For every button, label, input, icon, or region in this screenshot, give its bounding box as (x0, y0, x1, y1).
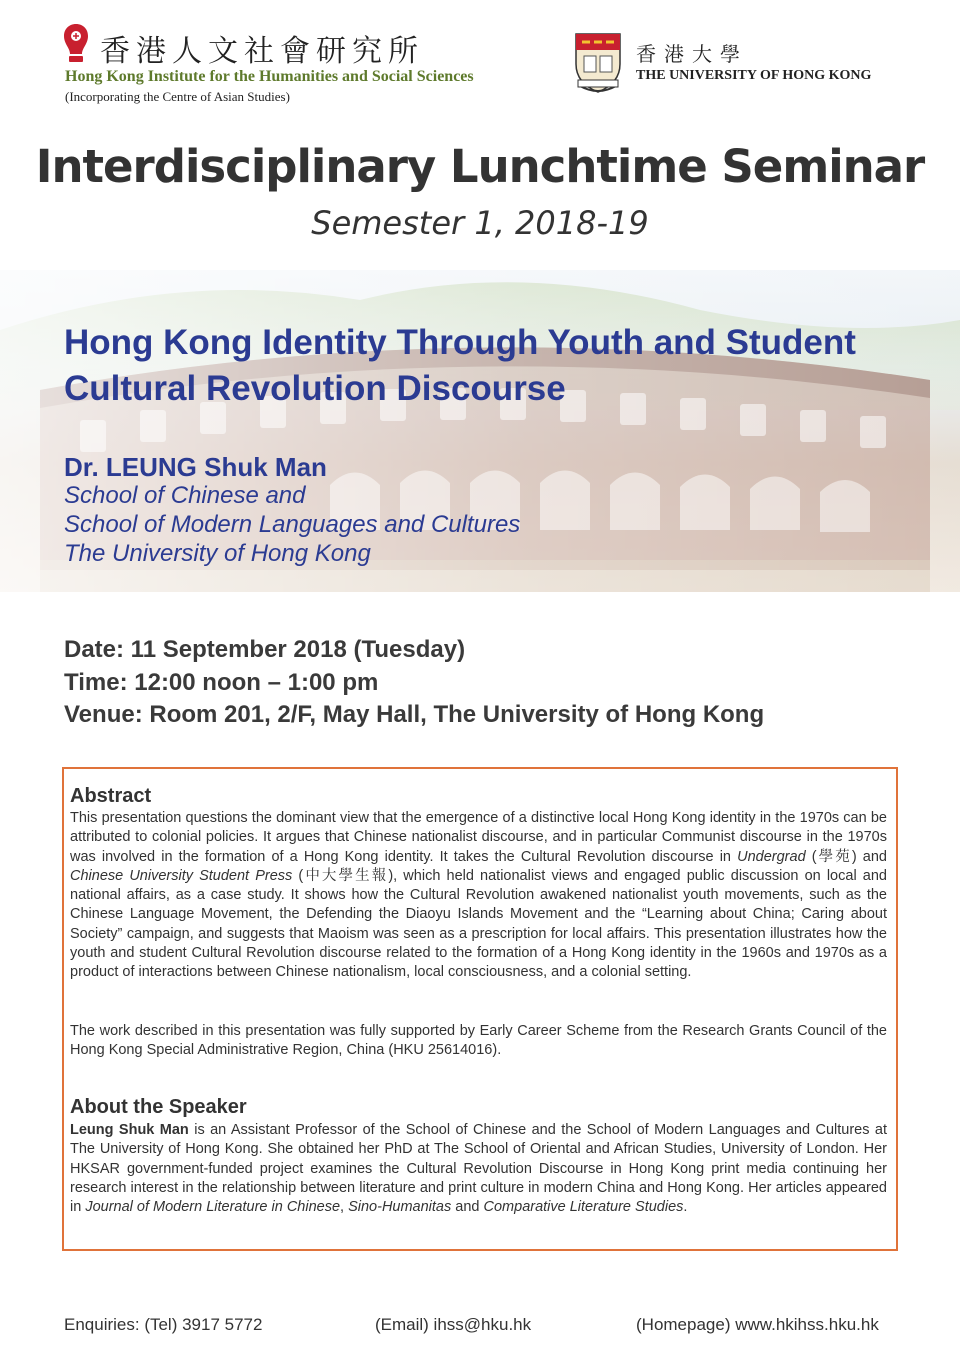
speaker-bio-text: , (340, 1199, 349, 1216)
hku-chinese-name: 香港大學 (636, 42, 748, 66)
hku-logo (572, 30, 912, 100)
event-time: Time: 12:00 noon – 1:00 pm (64, 669, 379, 696)
speaker-bio-text: . (683, 1199, 688, 1216)
banner (0, 270, 960, 592)
abstract-text: This presentation questions the dominant view that the emergence of a distinctive local Hong Kong identity in the 1970s can be attributed to colonial policies. It argues that Chinese nationalist discourse, and in particular Communist discourse in the 1970s was involved in the formation of a Hong Kong identity. It takes the Cultural Revolution discourse in (70, 810, 887, 865)
abstract-text: (學苑) and (805, 848, 887, 865)
ihss-english-name: Hong Kong Institute for the Humanities and Social Sciences (65, 68, 474, 85)
journal-title: Journal of Modern Literature in Chinese (85, 1199, 341, 1216)
series-title: Interdisciplinary Lunchtime Seminar (35, 140, 925, 193)
event-date: Date: 11 September 2018 (Tuesday) (64, 636, 466, 663)
speaker-affiliation-line: School of Chinese and (64, 482, 306, 509)
speaker-bio-name: Leung Shuk Man (70, 1122, 189, 1138)
abstract-text: (中大學生報), which held nationalist views and engaged public discussion on local and national affairs, as a case study. It shows how the Cultural Revolution awakened nationalist youth movements, such as the Chinese Language Movement, the Defending the Diaoyu Islands Movement and the “Learning about China; Caring about Society” campaign, and suggests that Maoism was seen as a prescription for local affairs. This presentation illustrates how the youth and student Cultural Revolution discourse related to the formation of a Hong Kong identity in the 1960s and 1970s as a product of interactions between Chinese nationalism, local consciousness, and a colonial setting. (70, 867, 887, 981)
homepage-link[interactable]: (Homepage) www.hkihss.hku.hk (636, 1315, 879, 1334)
ihss-logo (60, 22, 580, 112)
journal-title: Sino-Humanitas (348, 1199, 452, 1216)
speaker-affiliation-line: The University of Hong Kong (64, 540, 371, 567)
ihss-chinese-name: 香港人文社會研究所 (100, 34, 424, 69)
abstract-box (62, 767, 898, 1251)
publication-title: Undergrad (737, 848, 806, 865)
ihss-subtitle: (Incorporating the Centre of Asian Studies) (65, 89, 290, 104)
ihss-seal-icon (60, 22, 92, 64)
event-venue: Venue: Room 201, 2/F, May Hall, The University of Hong Kong (64, 701, 765, 728)
hku-crest-icon (572, 30, 624, 94)
about-speaker-heading: About the Speaker (70, 1096, 247, 1118)
abstract-paragraph (70, 809, 887, 983)
speaker-bio-paragraph (70, 1121, 887, 1217)
publication-title: Chinese University Student Press (70, 867, 293, 884)
journal-title: Comparative Literature Studies (483, 1199, 684, 1216)
speaker-affiliation-line: School of Modern Languages and Cultures (64, 511, 521, 538)
speaker-bio-text: is an Assistant Professor of the School of Chinese and the School of Modern Languages and Cultures at The University of Hong Kong. She obtained her PhD at The School of Oriental and African Studies, University of London. Her HKSAR government-funded project examines the Cultural Revolution Discourse in Hong Kong print media continuing her research interest in the relationship between literature and print culture in modern China and Hong Kong. Her articles appeared in (70, 1122, 887, 1216)
talk-title: Hong Kong Identity Through Youth and Student Cultural Revolution Discourse (64, 323, 856, 408)
semester-label: Semester 1, 2018-19 (311, 204, 649, 242)
funding-paragraph: The work described in this presentation was fully supported by Early Career Scheme from the Research Grants Council of the Hong Kong Special Administrative Region, China (HKU 25614016). (70, 1023, 887, 1059)
enquiries-email[interactable]: (Email) ihss@hku.hk (375, 1315, 532, 1334)
speaker-bio-text: and (451, 1199, 484, 1216)
abstract-heading: Abstract (70, 785, 152, 807)
enquiries-phone: Enquiries: (Tel) 3917 5772 (64, 1315, 263, 1334)
hku-english-name: THE UNIVERSITY OF HONG KONG (636, 68, 872, 83)
speaker-name: Dr. LEUNG Shuk Man (64, 452, 327, 482)
